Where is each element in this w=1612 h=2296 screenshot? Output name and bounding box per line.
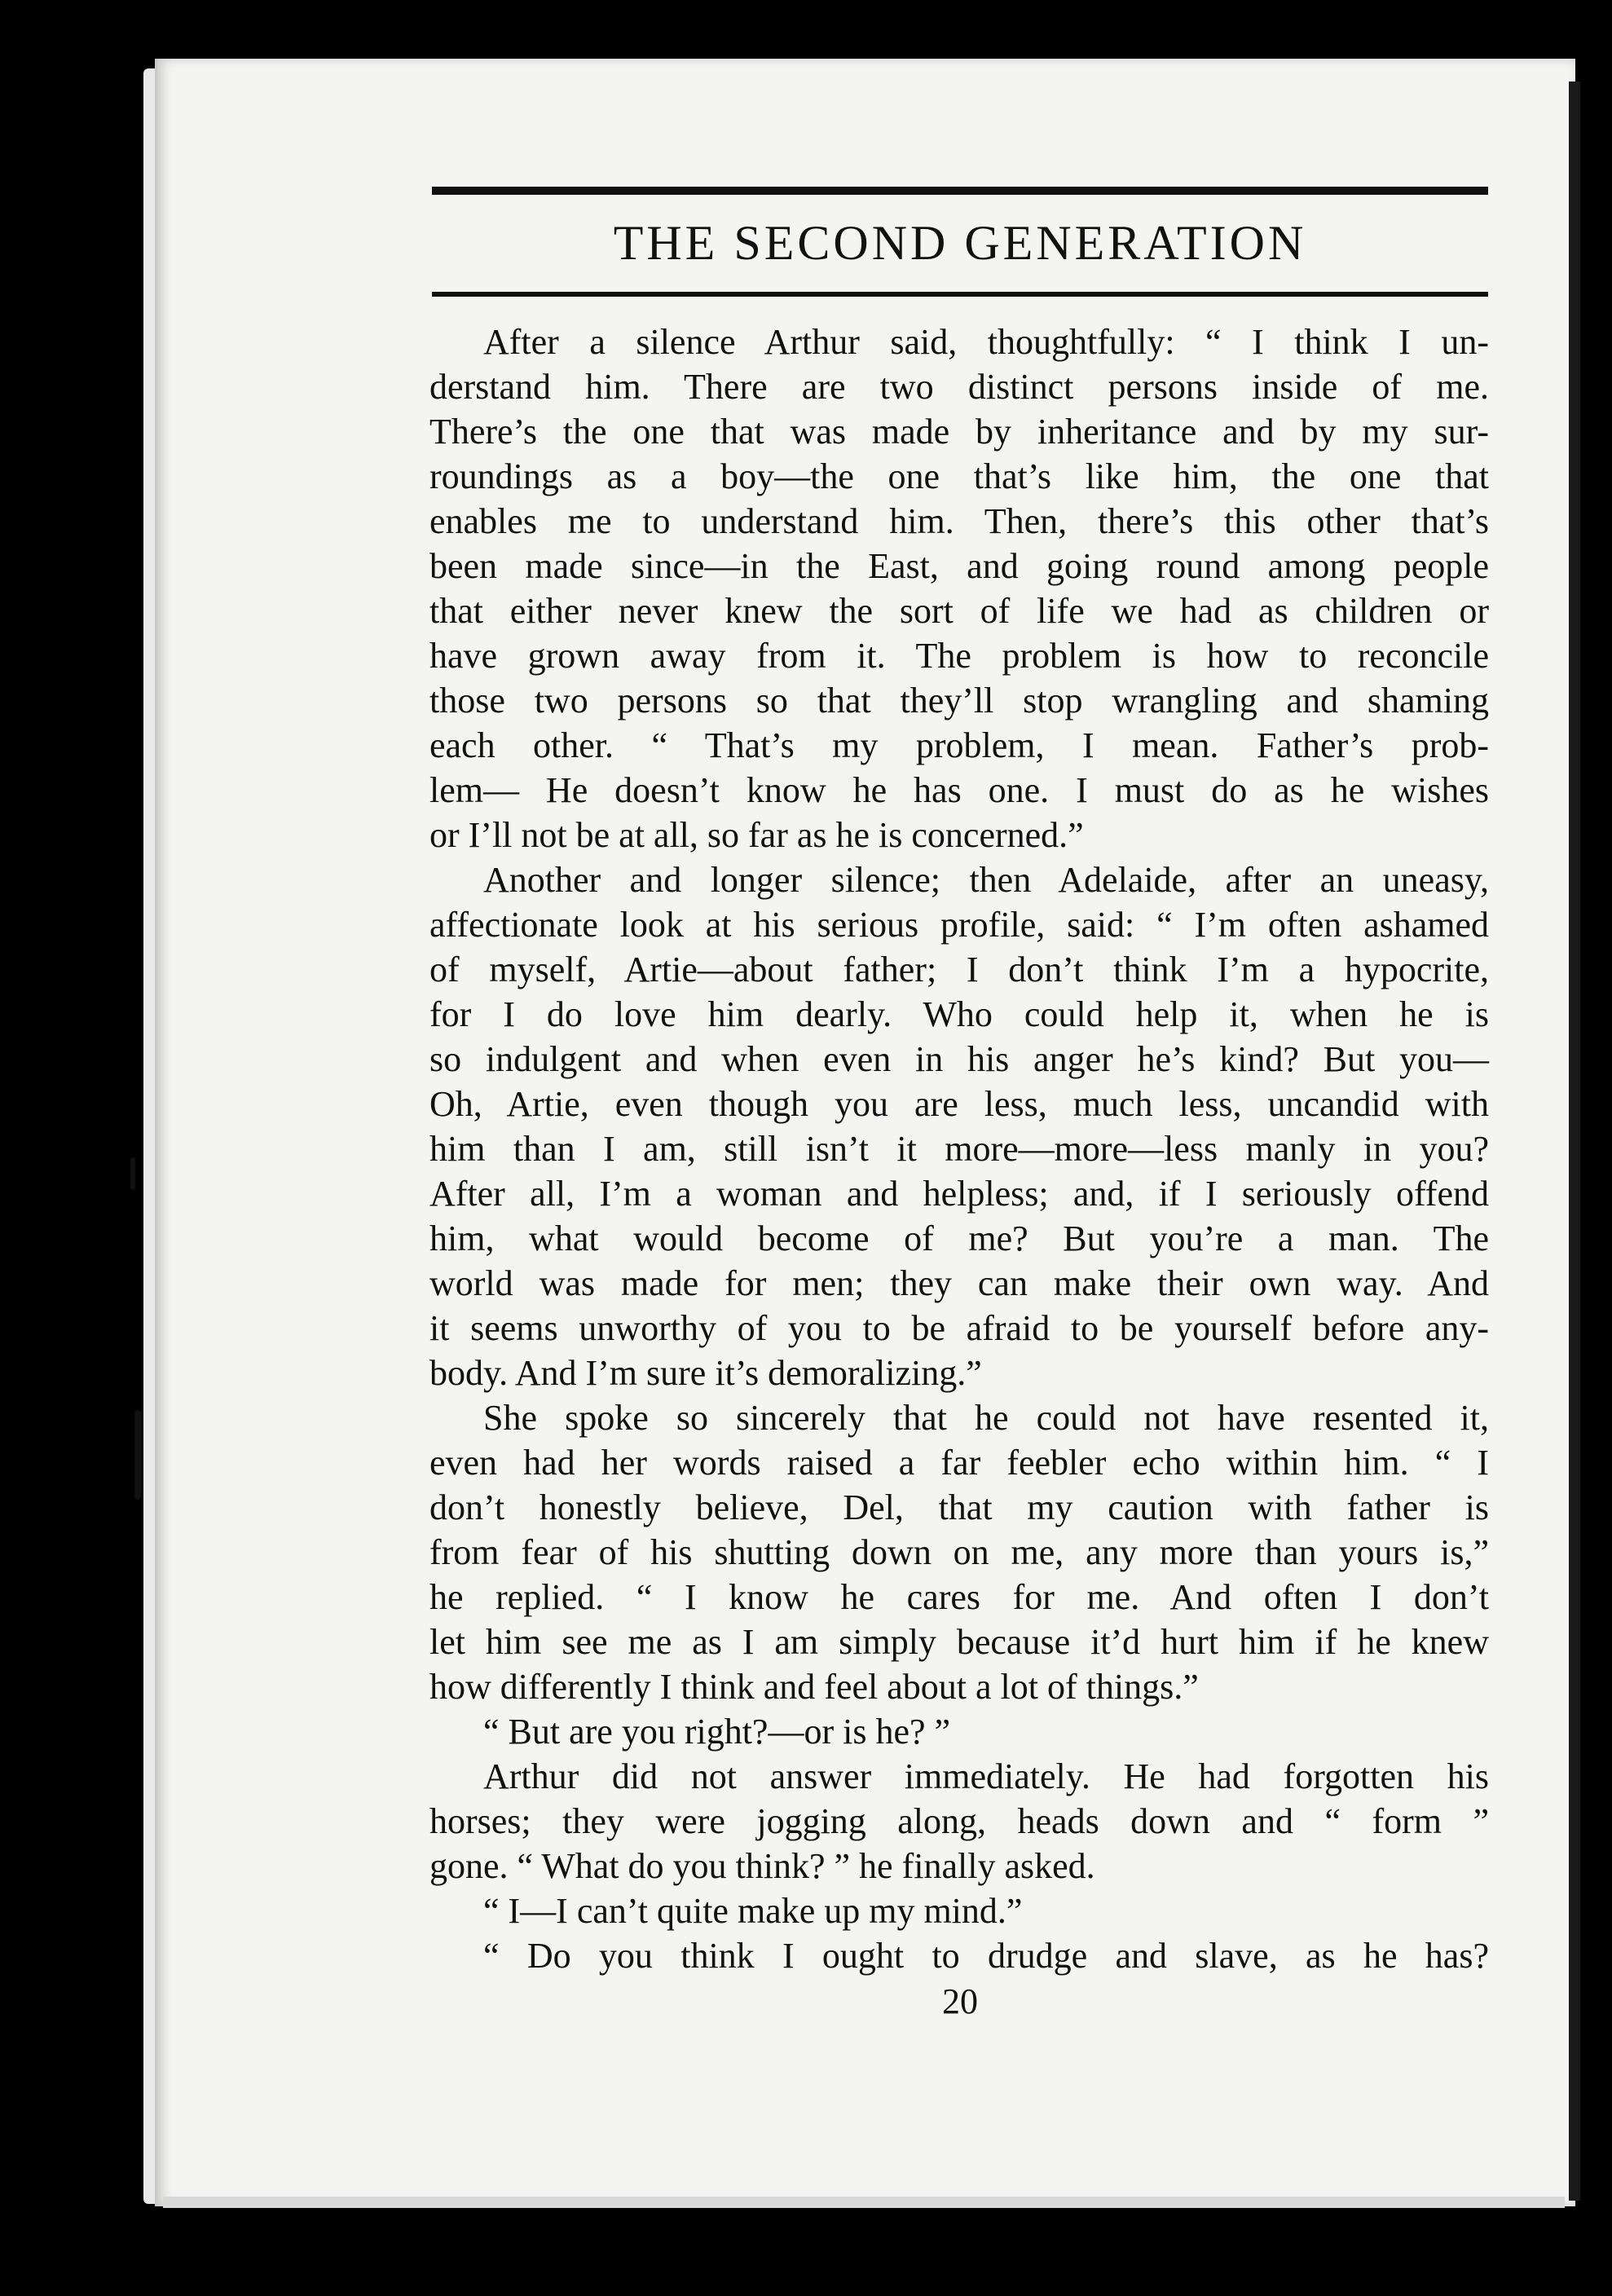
text-line: that either never knew the sort of life we had as children or: [429, 591, 1489, 631]
text-line: gone. “ What do you think? ” he finally asked.: [429, 1846, 1095, 1886]
text-line: horses; they were jogging along, heads down and “ form ”: [429, 1801, 1489, 1841]
text-line: how differently I think and feel about a lot of things.”: [429, 1667, 1199, 1707]
text-line: After all, I’m a woman and helpless; and, if I seriously offend: [429, 1174, 1489, 1214]
text-line: affectionate look at his serious profile, said: “ I’m often ashamed: [429, 905, 1489, 945]
text-line: him, what would become of me? But you’re a man. The: [429, 1219, 1489, 1258]
text-line: or I’ll not be at all, so far as he is concerned.”: [429, 815, 1084, 855]
text-line: enables me to understand him. Then, there’s this other that’s: [429, 501, 1489, 541]
text-line: so indulgent and when even in his anger he’s kind? But you—: [429, 1039, 1489, 1079]
header-rule-bottom: [432, 292, 1488, 297]
text-line: She spoke so sincerely that he could not have resented it,: [483, 1398, 1489, 1438]
text-line: body. And I’m sure it’s demoralizing.”: [429, 1353, 982, 1393]
text-line: derstand him. There are two distinct persons inside of me.: [429, 367, 1489, 407]
text-line: of myself, Artie—about father; I don’t think I’m a hypocrite,: [429, 950, 1489, 989]
running-header: THE SECOND GENERATION: [613, 216, 1307, 270]
text-line: world was made for men; they can make their own way. And: [429, 1263, 1489, 1303]
text-line: “ Do you think I ought to drudge and slave, as he has?: [483, 1936, 1489, 1976]
text-line: each other. “ That’s my problem, I mean. Father’s prob-: [429, 725, 1489, 765]
text-line: let him see me as I am simply because it’d hurt him if he knew: [429, 1622, 1489, 1662]
text-line: it seems unworthy of you to be afraid to be yourself before any-: [429, 1308, 1489, 1348]
page-number: 20: [942, 1981, 978, 2021]
spine-mark-upper: [130, 1157, 135, 1190]
text-line: he replied. “ I know he cares for me. And often I don’t: [429, 1577, 1489, 1617]
text-line: for I do love him dearly. Who could help it, when he is: [429, 994, 1489, 1034]
text-line: “ But are you right?—or is he? ”: [483, 1712, 951, 1752]
text-line: those two persons so that they’ll stop wrangling and shaming: [429, 681, 1489, 721]
text-line: been made since—in the East, and going round among people: [429, 546, 1489, 586]
text-line: There’s the one that was made by inheritance and by my sur-: [429, 412, 1489, 452]
page-bottom-edge: [163, 2197, 1565, 2208]
text-line: have grown away from it. The problem is how to reconcile: [429, 636, 1489, 676]
text-line: even had her words raised a far feebler echo within him. “ I: [429, 1443, 1489, 1483]
page-right-edge: [1569, 82, 1580, 2201]
text-line: roundings as a boy—the one that’s like him, the one that: [429, 456, 1489, 496]
body-text: [429, 320, 1489, 1978]
text-line: After a silence Arthur said, thoughtfully: “ I think I un-: [483, 322, 1489, 362]
text-line: him than I am, still isn’t it more—more—less manly in you?: [429, 1129, 1489, 1169]
text-line: lem— He doesn’t know he has one. I must do as he wishes: [429, 770, 1489, 810]
text-line: “ I—I can’t quite make up my mind.”: [483, 1891, 1023, 1931]
text-line: Arthur did not answer immediately. He had forgotten his: [483, 1756, 1489, 1796]
header-rule-top: [432, 187, 1488, 195]
text-line: don’t honestly believe, Del, that my caution with father is: [429, 1487, 1489, 1527]
text-line: Another and longer silence; then Adelaide, after an uneasy,: [483, 860, 1489, 900]
text-line: Oh, Artie, even though you are less, much less, uncandid with: [429, 1084, 1489, 1124]
spine-mark-lower: [134, 1410, 141, 1500]
text-line: from fear of his shutting down on me, any more than yours is,”: [429, 1532, 1489, 1572]
